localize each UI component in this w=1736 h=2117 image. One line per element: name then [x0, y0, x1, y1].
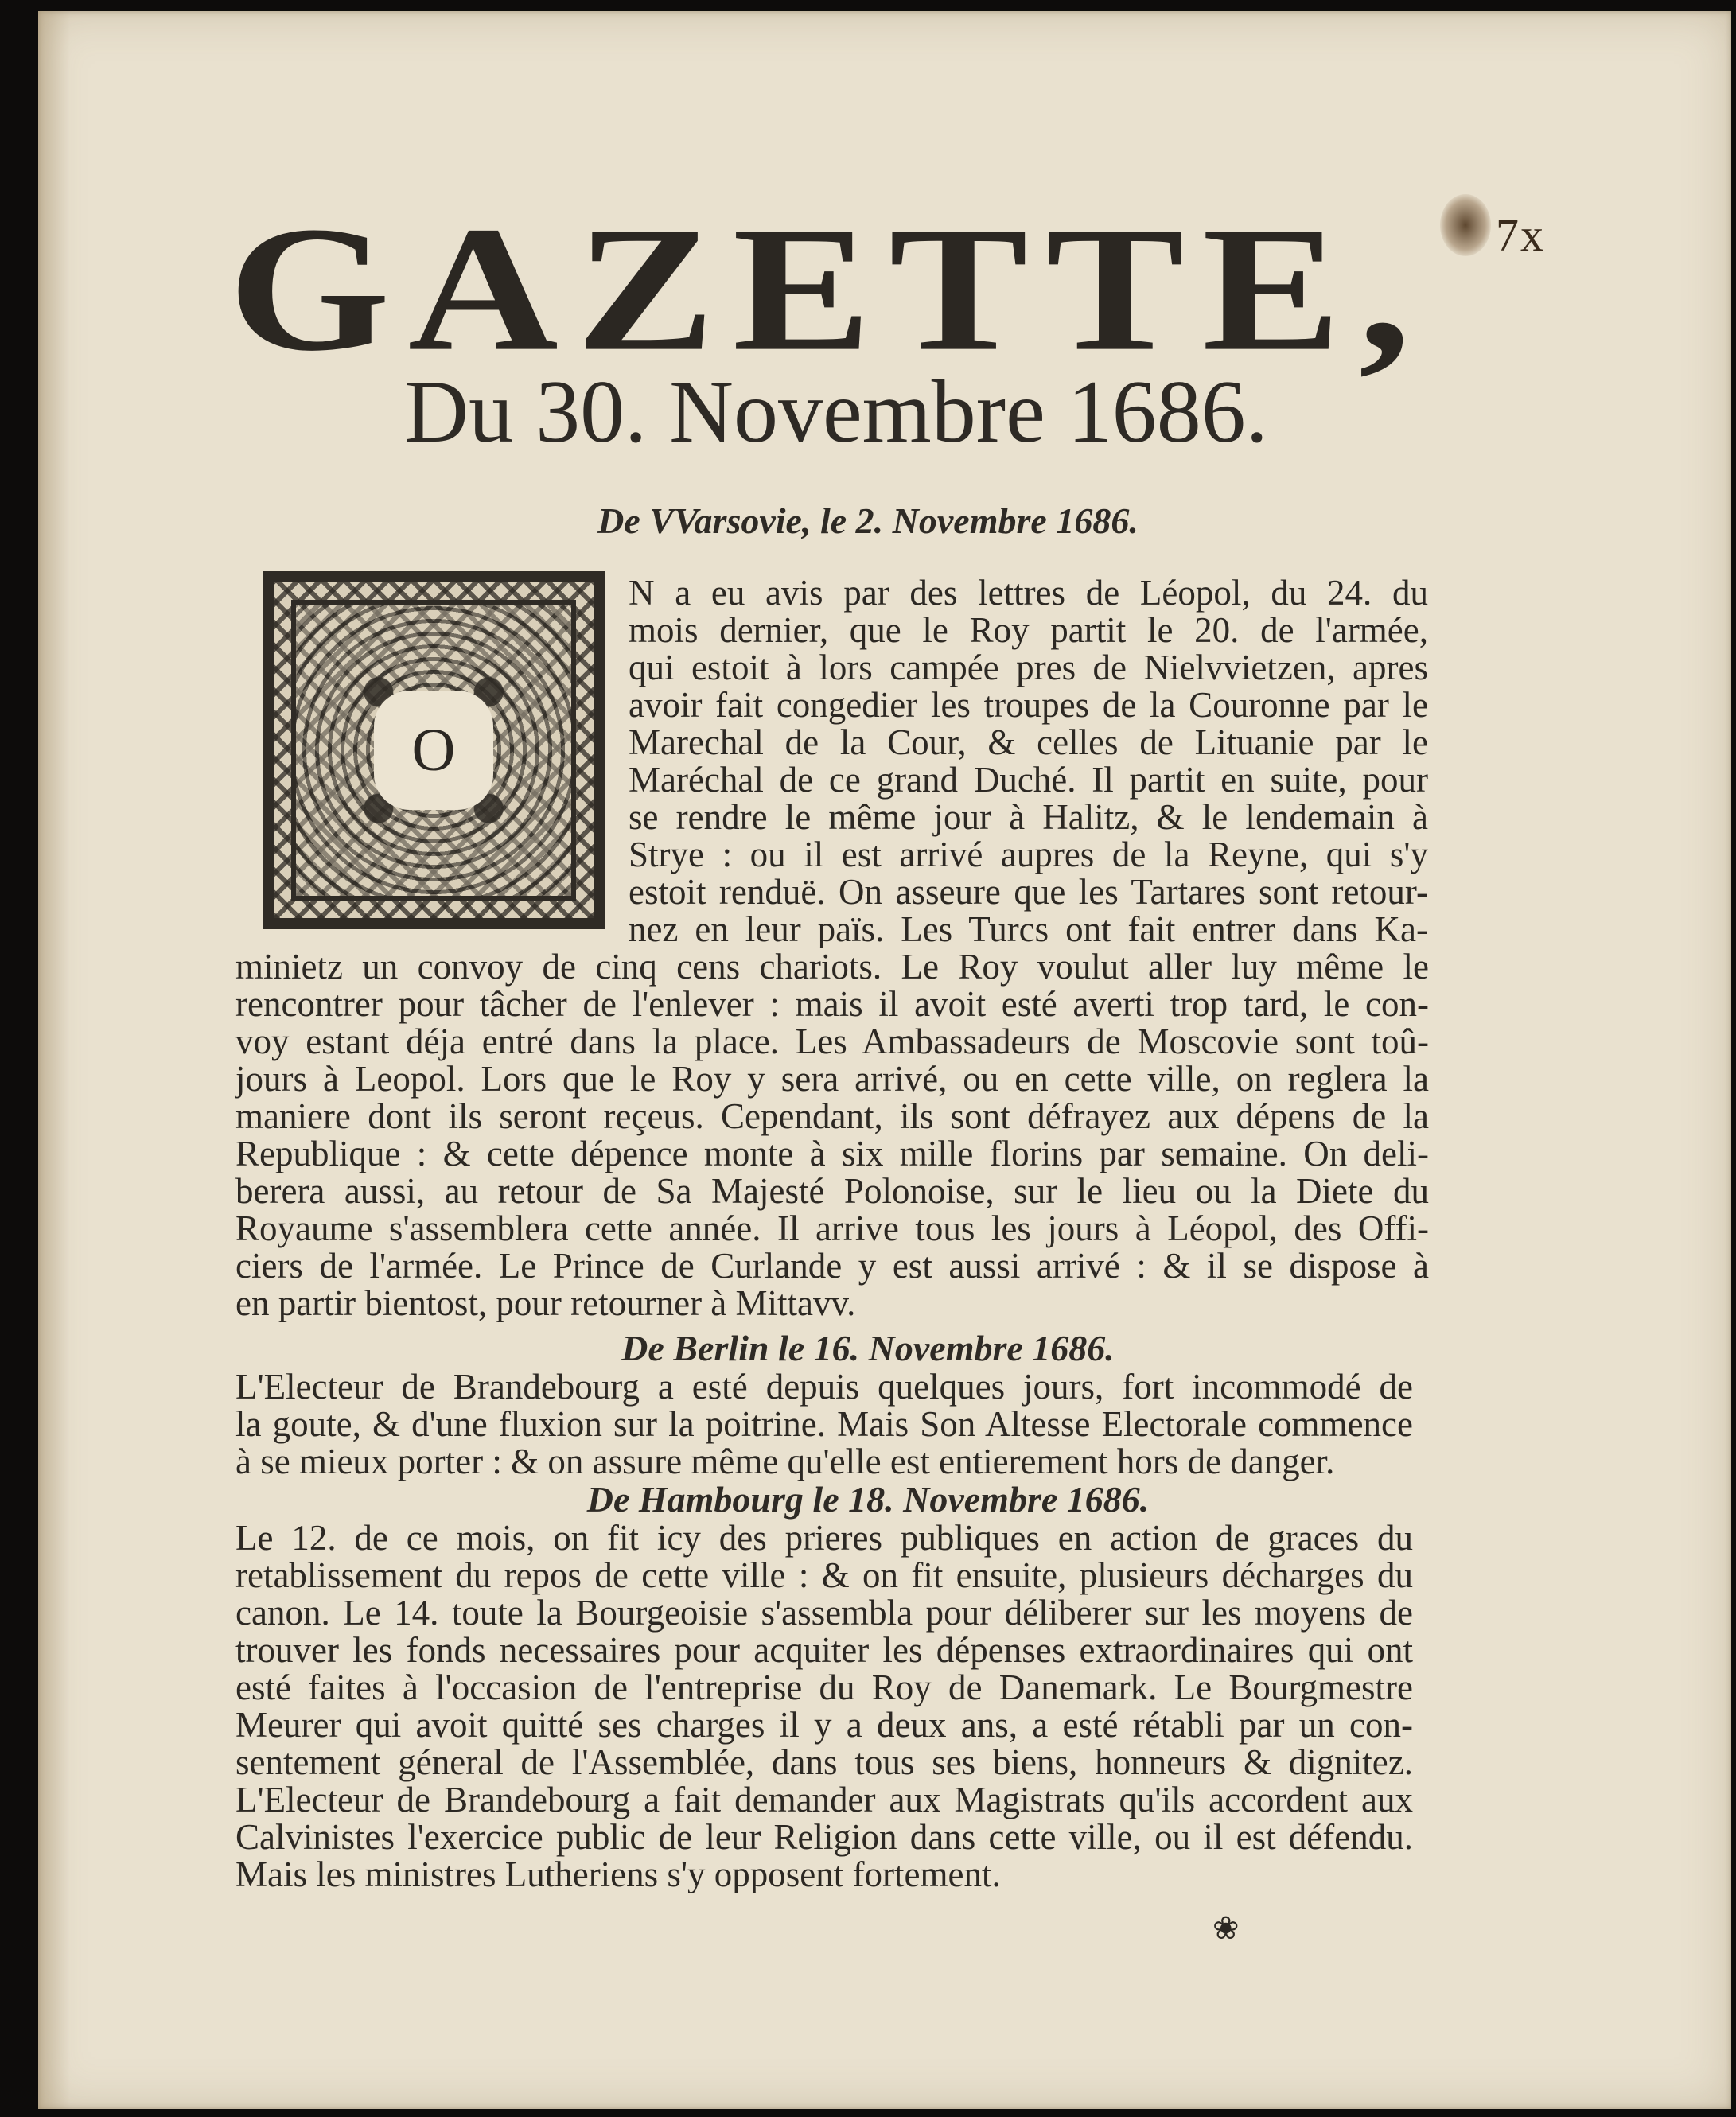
- text-line: Le 12. de ce mois, on fit icy des prieres publiques en action de graces du: [235, 1520, 1413, 1558]
- text-line: maniere dont ils seront reçeus. Cependant, ils sont défrayez aux dépens de la: [235, 1096, 1429, 1136]
- article-berlin: [235, 1368, 1413, 1481]
- text-line: mois dernier, que le Roy partit le 20. de l'armée,: [629, 610, 1428, 650]
- text-line: Republique : & cette dépence monte à six mille florins par semaine. On deli-: [235, 1134, 1429, 1173]
- text-line: berera aussi, au retour de Sa Majesté Polonoise, sur le lieu ou la Diete du: [235, 1171, 1429, 1211]
- text-line: Royaume s'assemblera cette année. Il arrive tous les jours à Léopol, des Offi-: [235, 1208, 1429, 1248]
- text-line: canon. Le 14. toute la Bourgeoisie s'assembla pour déliberer sur les moyens de: [235, 1593, 1413, 1633]
- text-line: trouver les fonds necessaires pour acquiter les dépenses extraordinaires qui ont: [235, 1630, 1413, 1670]
- text-line: sentement géneral de l'Assemblée, dans tous ses biens, honneurs & dignitez.: [235, 1742, 1413, 1782]
- text-line: rencontrer pour tâcher de l'enlever : mais il avoit esté averti trop tard, le con-: [235, 984, 1429, 1024]
- text-line: Maréchal de ce grand Duché. Il partit en suite, pour: [629, 760, 1428, 800]
- text-line: nez en leur païs. Les Turcs ont fait entrer dans Ka-: [629, 909, 1428, 948]
- article-warsaw-full: [235, 948, 1429, 1322]
- text-line: voy estant déja entré dans la place. Les Ambassadeurs de Moscovie sont toû-: [235, 1022, 1429, 1061]
- dateline-berlin: De Berlin le 16. Novembre 1686.: [621, 1328, 1115, 1368]
- text-line: la goute, & d'une fluxion sur la poitrine. Mais Son Altesse Electorale commence: [235, 1404, 1413, 1444]
- text-line: Marechal de la Cour, & celles de Lituanie par le: [629, 722, 1428, 762]
- text-line: L'Electeur de Brandebourg a fait demander aux Magistrats qu'ils accordent aux: [235, 1780, 1413, 1819]
- text-line: jours à Leopol. Lors que le Roy y sera arrivé, ou en cette ville, on reglera la: [235, 1059, 1429, 1099]
- decorated-initial: [263, 571, 605, 929]
- text-line: Mais les ministres Lutheriens s'y opposent fortement.: [235, 1854, 1001, 1893]
- text-line: en partir bientost, pour retourner à Mittavv.: [235, 1283, 856, 1322]
- text-line: Strye : ou il est arrivé aupres de la Reyne, qui s'y: [629, 835, 1428, 874]
- initial-letter: O: [374, 691, 493, 810]
- page-ornament-icon: ❀: [1212, 1910, 1240, 1946]
- text-line: minietz un convoy de cinq cens chariots. Le Roy voulut aller luy même le: [235, 948, 1429, 987]
- text-line: esté faites à l'occasion de l'entreprise du Roy de Danemark. Le Bourgmestre: [235, 1668, 1413, 1707]
- text-line: ciers de l'armée. Le Prince de Curlande y est aussi arrivé : & il se dispose à: [235, 1246, 1429, 1286]
- text-line: L'Electeur de Brandebourg a esté depuis quelques jours, fort incommodé de: [235, 1368, 1413, 1407]
- text-line: Calvinistes l'exercice public de leur Religion dans cette ville, ou il est défendu.: [235, 1817, 1413, 1857]
- text-line: retablissement du repos de cette ville : & on fit ensuite, plusieurs décharges du: [235, 1555, 1413, 1595]
- text-line: avoir fait congedier les troupes de la Couronne par le: [629, 685, 1428, 725]
- text-line: se rendre le même jour à Halitz, & le lendemain à: [629, 797, 1428, 837]
- handwritten-mark: 7x: [1496, 209, 1545, 261]
- article-warsaw-indented: [629, 574, 1428, 948]
- dateline-hamburg: De Hambourg le 18. Novembre 1686.: [586, 1479, 1150, 1520]
- dateline-warsaw: De VVarsovie, le 2. Novembre 1686.: [597, 500, 1139, 541]
- masthead-date: Du 30. Novembre 1686.: [404, 363, 1268, 461]
- text-line: qui estoit à lors campée pres de Nielvvietzen, apres: [629, 648, 1428, 687]
- initial-ornament: [291, 600, 576, 901]
- text-line: Meurer qui avoit quitté ses charges il y a deux ans, a esté rétabli par un con-: [235, 1705, 1413, 1745]
- text-line: à se mieux porter : & on assure même qu'elle est entierement hors de danger.: [235, 1442, 1335, 1481]
- article-hamburg: [235, 1520, 1413, 1893]
- text-line: estoit renduë. On asseure que les Tartares sont retour-: [629, 872, 1428, 912]
- masthead-title: GAZETTE,: [228, 189, 1429, 388]
- text-line: N a eu avis par des lettres de Léopol, du 24. du: [629, 574, 1428, 613]
